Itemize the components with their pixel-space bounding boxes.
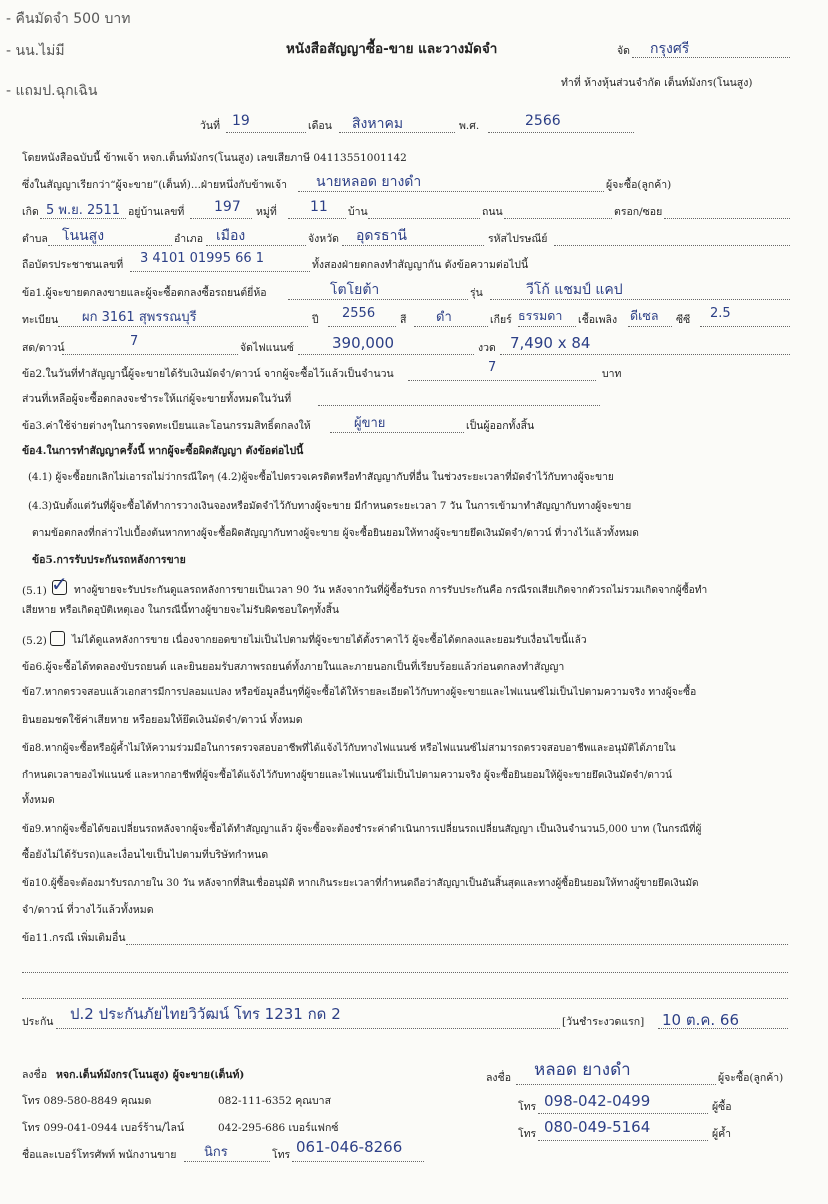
date-year: 2566 <box>525 113 561 129</box>
date-day: 19 <box>232 113 250 129</box>
car-brand: โตโยต้า <box>330 282 380 298</box>
car-installment: 7,490 x 84 <box>510 334 591 352</box>
clause3-value: ผู้ขาย <box>354 416 386 431</box>
checkmark-icon: ✓ <box>51 572 68 596</box>
first-payment-date: 10 ต.ค. 66 <box>662 1011 740 1029</box>
place-label: จัด <box>617 45 630 57</box>
buyer-signature: หลอด ยางดำ <box>534 1060 631 1080</box>
staff-name: นิกร <box>204 1145 228 1160</box>
car-year: 2556 <box>342 306 376 321</box>
date-month: สิงหาคม <box>352 116 404 132</box>
clause2-amount: 7 <box>488 360 497 375</box>
buyer-house-no: 197 <box>214 199 241 215</box>
margin-note-bonus: - แถมป.ฉุกเฉิน <box>6 83 98 99</box>
car-plate: ผก 3161 สุพรรณบุรี <box>82 310 197 325</box>
buyer-born: 5 พ.ย. 2511 <box>46 203 121 218</box>
page-title: หนังสือสัญญาซื้อ-ขาย และวางมัดจำ <box>286 41 498 57</box>
buyer-id-no: 3 4101 01995 66 1 <box>140 251 265 266</box>
seller-name: หจก.เต็นท์มังกร(โนนสูง) ผู้จะขาย(เต็นท์) <box>56 1069 245 1081</box>
buyer-subdistrict: โนนสูง <box>62 228 105 244</box>
guarantor-phone: 080-049-5164 <box>544 1118 651 1136</box>
intro-text: โดยหนังสือฉบับนี้ ข้าพเจ้า หจก.เต็นท์มังกร(โนนสูง) เลขเสียภาษี 04113551001142 <box>22 152 407 164</box>
car-fuel: ดีเซล <box>630 308 659 323</box>
buyer-name: นายหลอด ยางดำ <box>316 174 422 190</box>
buyer-district: เมือง <box>216 228 246 244</box>
margin-note-weight: - นน.ไม่มี <box>6 43 65 59</box>
margin-note-refund: - คืนมัดจำ 500 บาท <box>6 11 131 27</box>
made-at: ทำที่ ห้างหุ้นส่วนจำกัด เต็นท์มังกร(โนนสูง) <box>561 77 753 89</box>
car-model: วีโก้ แชมป์ แคป <box>526 282 623 298</box>
car-gear: ธรรมดา <box>518 308 563 323</box>
insurance-value: ป.2 ประกันภัยไทยวิวัฒน์ โทร 1231 กด 2 <box>70 1005 341 1023</box>
buyer-province: อุดรธานี <box>356 228 407 244</box>
place-value: กรุงศรี <box>650 41 690 57</box>
car-cc: 2.5 <box>710 306 731 321</box>
buyer-phone: 098-042-0499 <box>544 1092 651 1110</box>
staff-phone: 061-046-8266 <box>296 1138 403 1156</box>
buyer-moo: 11 <box>310 199 328 215</box>
car-deposit: 7 <box>130 334 139 349</box>
warranty-checkbox-none[interactable] <box>50 631 65 646</box>
car-finance: 390,000 <box>332 334 395 352</box>
contract-page: - คืนมัดจำ 500 บาท - นน.ไม่มี - แถมป.ฉุกเฉิน หนังสือสัญญาซื้อ-ขาย และวางมัดจำ จัด กรุงศรี ทำที่ ห้างหุ้นส่วนจำกัด เต็นท์มังกร(โนนสูง) วันที่ 19 เดือน สิงหาคม พ.ศ. 2566 โดยหนังสือฉบับนี้ ข้าพเจ้า หจก.เต็นท์มังกร(โนนสูง) เลขเสียภาษี 04113551001142 ซึ่งในสัญญาเรียกว่า“ผู้จะขาย”(เต็นท์)...ฝ่ายหนึ่งกับข้าพเจ้า นายหลอด ยางดำ ผู้จะซื้อ(ลูกค้า) เกิด 5 พ.ย. 2511 อยู่บ้านเลขที่ 197 หมู่ที่ 11 บ้าน ถนน ตรอก/ซอย ตำบล โนนสูง อำเภอ เมือง จังหวัด อุดรธานี รหัสไปรษณีย์ ถือบัตรประชาชนเลขที่ 3 4101 01995 66 1 ทั้งสองฝ่ายตกลงทำสัญญากัน ดังข้อความต่อไปนี้ ข้อ1.ผู้จะขายตกลงขายและผู้จะซื้อตกลงซื้อรถยนต์ยี่ห้อ โตโยต้า รุ่น วีโก้ แชมป์ แคป ทะเบียน ผก 3161 สุพรรณบุรี ปี 2556 สี ดำ เกียร์ ธรรมดา เชื้อเพลิง ดีเซล ซีซี 2.5 สด/ดาวน์ 7 จัดไฟแนนซ์ 390,000 งวด 7,490 x 84 ข้อ2.ในวันที่ทำสัญญานี้ผู้จะขายได้รับเงินมัดจำ/ดาวน์ จากผู้จะซื้อไว้แล้วเป็นจำนวน 7 บาท ส่วนที่เหลือผู้จะซื้อตกลงจะชำระให้แก่ผู้จะขายทั้งหมดในวันที่ ข้อ3.ค่าใช้จ่ายต่างๆในการจดทะเบียนและโอนกรรมสิทธิ์ตกลงให้ ผู้ขาย เป็นผู้ออกทั้งสิ้น ข้อ4.ในการทำสัญญาครั้งนี้ หากผู้จะซื้อผิดสัญญา ดังข้อต่อไปนี้ (4.1) ผู้จะซื้อยกเลิกไม่เอารถไม่ว่ากรณีใดๆ (4.2)ผู้จะซื้อไปตรวจเครดิตหรือทำสัญญากับที่อื่น ในช่วงระยะเวลาที่มัดจำไว้กับทางผู้จะขาย (4.3)นับตั้งแต่วันที่ผู้จะซื้อได้ทำการวางเงินจองหรือมัดจำไว้กับทางผู้จะขาย มีกำหนดระยะเวลา 7 วัน ในการเข้ามาทำสัญญากับทางผู้จะขาย ตามข้อตกลงที่กล่าวไปเบื้องต้นหากทางผู้จะซื้อผิดสัญญากับทางผู้จะขาย ผู้จะซื้อยินยอมให้ทางผู้จะขายยึดเงินมัดจำ/ดาวน์ ที่วางไว้แล้วทั้งหมด ข้อ5.การรับประกันรถหลังการขาย (5.1) ✓ ทางผู้ขายจะรับประกันดูแลรถหลังการขายเป็นเวลา 90 วัน หลังจากวันที่ผู้ซื้อรับรถ การรับประกันคือ กรณีรถเสียเกิดจากตัวรถไม่รวมเกิดจากผู้ซื้อทำ เสียหาย หรือเกิดอุบัติเหตุเอง ในกรณีนี้ทางผู้ขายจะไม่รับผิดชอบใดๆทั้งสิ้น (5.2) ไม่ได้ดูแลหลังการขาย เนื่องจากยอดขายไม่เป็นไปตามที่ผู้จะขายได้ตั้งราคาไว้ ผู้จะซื้อได้ตกลงและยอมรับเงื่อนไขนี้แล้ว ข้อ6.ผู้จะซื้อได้ทดลองขับรถยนต์ และยินยอมรับสภาพรถยนต์ทั้งภายในและภายนอกเป็นที่เรียบร้อยแล้วก่อนตกลงทำสัญญา ข้อ7.หากตรวจสอบแล้วเอกสารมีการปลอมแปลง หรือข้อมูลอื่นๆที่ผู้จะซื้อได้ให้รายละเอียดไว้กับทางผู้จะขายและไฟแนนซ์ไม่เป็นไปตามความจริง ทางผู้จะซื้อ ยินยอมชดใช้ค่าเสียหาย หรือยอมให้ยึดเงินมัดจำ/ดาวน์ ทั้งหมด ข้อ8.หากผู้จะซื้อหรือผู้ค้ำไม่ให้ความร่วมมือในการตรวจสอบอาชีพที่ได้แจ้งไว้กับทางไฟแนนซ์ หรือไฟแนนซ์ไม่สามารถตรวจสอบอาชีพและอนุมัติได้ภายใน กำหนดเวลาของไฟแนนซ์ และหากอาชีพที่ผู้จะซื้อได้แจ้งไว้กับทางผู้ขายและไฟแนนซ์ไม่เป็นไปตามความจริง ผู้จะซื้อยินยอมให้ผู้จะขายยึดเงินมัดจำ/ดาวน์ ทั้งหมด ข้อ9.หากผู้จะซื้อได้ขอเปลี่ยนรถหลังจากผู้จะซื้อได้ทำสัญญาแล้ว ผู้จะซื้อจะต้องชำระค่าดำเนินการเปลี่ยนรถเปลี่ยนสัญญา เป็นเงินจำนวน5,000 บาท (ในกรณีที่ผู้ ซื้อยังไม่ได้รับรถ)และเงื่อนไขเป็นไปตามที่บริษัทกำหนด ข้อ10.ผู้ซื้อจะต้องมารับรถภายใน 30 วัน หลังจากที่สินเชื่ออนุมัติ หากเกินระยะเวลาที่กำหนดถือว่าสัญญาเป็นอันสิ้นสุดและทางผู้ซื้อยินยอมให้ทางผู้ขายยึดเงินมัด จำ/ดาวน์ ที่วางไว้แล้วทั้งหมด ข้อ11.กรณี เพิ่มเติมอื่น ประกัน ป.2 ประกันภัยไทยวิวัฒน์ โทร 1231 กด 2 [วันชำระงวดแรก] 10 ต.ค. 66 ลงชื่อ หจก.เต็นท์มังกร(โนนสูง) ผู้จะขาย(เต็นท์) โทร 089-580-8849 คุณมด 082-111-6352 คุณบาส โทร 099-041-0944 เบอร์ร้าน/ไลน์ 042-295-686 เบอร์แฟกซ์ ชื่อและเบอร์โทรศัพท์ พนักงานขาย นิกร โทร 061-046-8266 ลงชื่อ หลอด ยางดำ ผู้จะซื้อ(ลูกค้า) โทร 098-042-0499 ผู้ซื้อ โทร 080-049-5164 ผู้ค้ำ <box>0 0 828 1204</box>
car-color: ดำ <box>436 310 452 325</box>
